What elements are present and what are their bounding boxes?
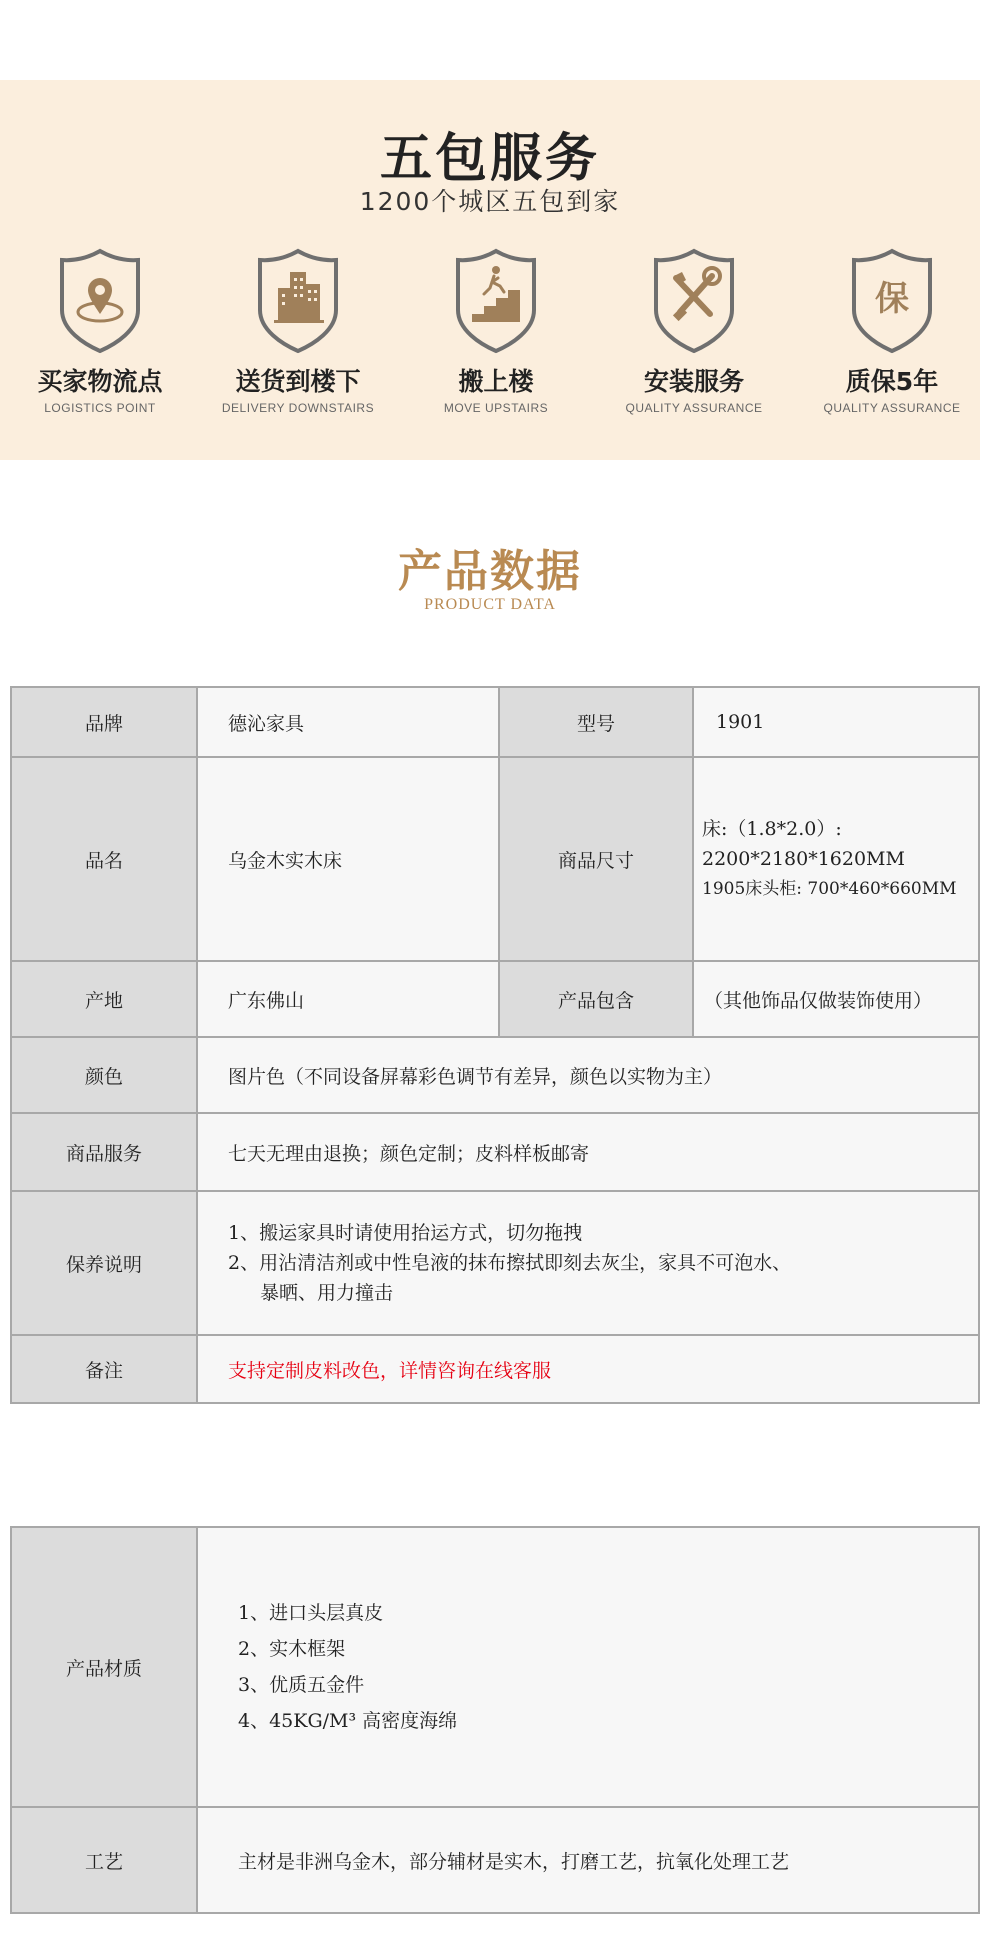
service-banner xyxy=(0,80,980,460)
service-label-en: MOVE UPSTAIRS xyxy=(443,401,549,415)
service-label: 安装服务 xyxy=(643,367,744,396)
service-label-en: LOGISTICS POINT xyxy=(44,401,156,415)
model-value: 1901 xyxy=(693,687,979,757)
note-value: 支持定制皮料改色，详情咨询在线客服 xyxy=(197,1335,979,1403)
building-icon xyxy=(256,248,340,354)
material-line: 1、进口头层真皮 xyxy=(238,1602,384,1624)
care-line: 1、搬运家具时请使用抬运方式，切勿拖拽 xyxy=(228,1222,583,1244)
service-logistics-point xyxy=(0,248,200,415)
service-label: 买家物流点 xyxy=(37,367,163,396)
service-label: 质保5年 xyxy=(845,367,939,396)
brand-value: 德沁家具 xyxy=(197,687,499,757)
size-line: 1905床头柜: 700*460*660MM xyxy=(702,879,957,899)
product-spec-table xyxy=(10,686,980,1404)
table-row xyxy=(11,1113,979,1191)
care-value xyxy=(197,1191,979,1335)
include-label: 产品包含 xyxy=(499,961,693,1037)
material-value xyxy=(197,1527,979,1807)
service-delivery-downstairs xyxy=(198,248,398,415)
craft-label: 工艺 xyxy=(11,1807,197,1913)
table-row xyxy=(11,1335,979,1403)
color-value: 图片色（不同设备屏幕彩色调节有差异，颜色以实物为主） xyxy=(197,1037,979,1113)
color-label: 颜色 xyxy=(11,1037,197,1113)
table-row xyxy=(11,687,979,757)
service-warranty xyxy=(792,248,990,415)
product-data-title: 产品数据 xyxy=(398,546,582,597)
tools-icon xyxy=(652,248,736,354)
care-line: 暴晒、用力撞击 xyxy=(260,1282,394,1304)
service-label-en: DELIVERY DOWNSTAIRS xyxy=(221,401,375,415)
table-row xyxy=(11,1807,979,1913)
care-line: 2、用沾清洁剂或中性皂液的抹布擦拭即刻去灰尘，家具不可泡水、 xyxy=(228,1252,792,1274)
table-row xyxy=(11,961,979,1037)
note-label: 备注 xyxy=(11,1335,197,1403)
name-value: 乌金木实木床 xyxy=(197,757,499,961)
material-label: 产品材质 xyxy=(11,1527,197,1807)
material-line: 2、实木框架 xyxy=(238,1638,346,1660)
origin-value: 广东佛山 xyxy=(197,961,499,1037)
model-label: 型号 xyxy=(499,687,693,757)
bao-character-icon xyxy=(850,248,934,354)
banner-title: 五包服务 xyxy=(379,129,600,189)
service-move-upstairs xyxy=(396,248,596,415)
material-table xyxy=(10,1526,980,1914)
include-value: （其他饰品仅做装饰使用） xyxy=(693,961,979,1037)
service-label-en: QUALITY ASSURANCE xyxy=(823,401,961,415)
location-pin-icon xyxy=(58,248,142,354)
service-label: 送货到楼下 xyxy=(235,367,361,396)
product-data-subtitle: PRODUCT DATA xyxy=(424,596,556,613)
service-label-en: QUALITY ASSURANCE xyxy=(625,401,763,415)
table-row xyxy=(11,757,979,961)
stairs-person-icon xyxy=(454,248,538,354)
table-row xyxy=(11,1037,979,1113)
service-label: 搬上楼 xyxy=(458,367,534,396)
table-row xyxy=(11,1191,979,1335)
name-label: 品名 xyxy=(11,757,197,961)
banner-subtitle: 1200个城区五包到家 xyxy=(359,187,621,216)
craft-value: 主材是非洲乌金木，部分辅材是实木，打磨工艺，抗氧化处理工艺 xyxy=(197,1807,979,1913)
size-line: 床:（1.8*2.0）: xyxy=(702,818,842,840)
care-label: 保养说明 xyxy=(11,1191,197,1335)
origin-label: 产地 xyxy=(11,961,197,1037)
service-installation xyxy=(594,248,794,415)
size-value xyxy=(693,757,979,961)
material-line: 4、45KG/M³ 高密度海绵 xyxy=(238,1710,458,1732)
material-line: 3、优质五金件 xyxy=(238,1674,365,1696)
brand-label: 品牌 xyxy=(11,687,197,757)
service-label: 商品服务 xyxy=(11,1113,197,1191)
size-label: 商品尺寸 xyxy=(499,757,693,961)
size-line: 2200*2180*1620MM xyxy=(702,848,905,870)
bao-glyph: 保 xyxy=(875,279,909,319)
service-value: 七天无理由退换；颜色定制；皮料样板邮寄 xyxy=(197,1113,979,1191)
table-row xyxy=(11,1527,979,1807)
